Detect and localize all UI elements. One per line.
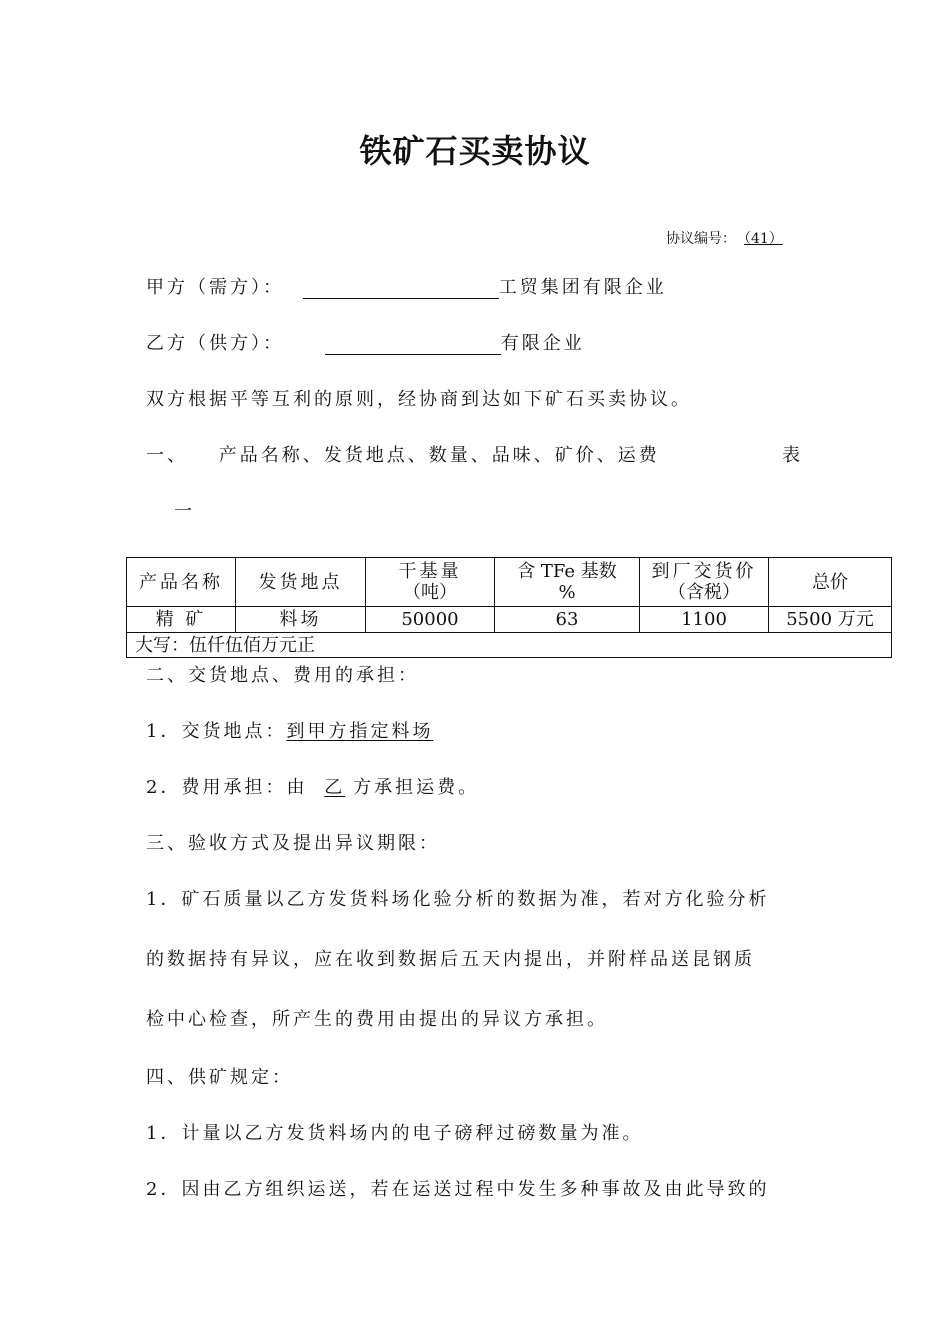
table-label-b: 一: [174, 501, 195, 522]
section3-heading: 三、验收方式及提出异议期限：: [146, 833, 440, 854]
section3-item1-line2: 的数据持有异议，应在收到数据后五天内提出，并附样品送昆钢质: [146, 949, 755, 970]
cost-bearing-party: 乙: [324, 777, 346, 798]
header-total-price: 总价: [769, 558, 892, 607]
header-delivered-price: [640, 558, 769, 607]
party-a-line: [146, 273, 667, 299]
section1-number: 一、: [146, 445, 188, 466]
cell-tfe: 63: [495, 607, 640, 633]
table-row: [127, 607, 892, 633]
agreement-number: [666, 228, 786, 248]
table-label-a: 表: [782, 445, 803, 466]
delivery-location-value: 到甲方指定料场: [286, 721, 434, 742]
header-tfe-base-line2: %: [558, 582, 576, 603]
cell-price: 1100: [640, 607, 769, 633]
header-product-name: 产品名称: [127, 558, 236, 607]
header-tfe-base: [495, 558, 640, 607]
section4-item1: 1．计量以乙方发货料场内的电子磅秤过磅数量为准。: [146, 1123, 644, 1144]
header-shipping-location: 发货地点: [236, 558, 366, 607]
party-b-blank: [325, 334, 501, 355]
cost-bearing-text-a: 2．费用承担：由: [146, 777, 308, 798]
section2-item1: [146, 717, 433, 743]
section3-item1-line3: 检中心检查，所产生的费用由提出的异议方承担。: [146, 1009, 608, 1030]
header-tfe-base-line1: 含 TFe 基数: [517, 561, 617, 582]
header-dry-weight: [366, 558, 495, 607]
cost-bearing-text-b: 方承担运费。: [353, 777, 480, 798]
party-b-label: 乙方（供方）：: [146, 333, 284, 354]
amount-in-words: 大写：伍仟伍佰万元正: [127, 633, 892, 658]
party-a-name: 工贸集团有限企业: [498, 277, 667, 298]
party-a-blank: [303, 278, 499, 299]
section1-heading: [146, 441, 660, 467]
intro-paragraph: 双方根据平等互利的原则，经协商到达如下矿石买卖协议。: [146, 389, 692, 410]
header-dry-weight-line2: （吨）: [403, 582, 457, 603]
section4-heading: 四、供矿规定：: [146, 1067, 293, 1088]
agreement-number-value: （41）: [744, 231, 783, 247]
section2-item2: [146, 773, 479, 799]
party-b-name: 有限企业: [500, 333, 585, 354]
section1-title: 产品名称、发货地点、数量、品味、矿价、运费: [218, 445, 660, 466]
cell-total: 5500 万元: [769, 607, 892, 633]
cell-product: 精 矿: [127, 607, 236, 633]
amount-in-words-row: [127, 633, 892, 658]
agreement-number-label: 协议编号：: [666, 231, 736, 247]
document-title: 铁矿石买卖协议: [359, 132, 591, 170]
header-delivered-price-line1: 到厂交货价: [651, 561, 757, 582]
header-delivered-price-line2: （含税）: [668, 582, 740, 603]
section4-item2: 2．因由乙方组织运送，若在运送过程中发生多种事故及由此导致的: [146, 1179, 770, 1200]
cell-quantity: 50000: [366, 607, 495, 633]
goods-table: [126, 557, 892, 658]
section3-item1-line1: 1．矿石质量以乙方发货料场化验分析的数据为准，若对方化验分析: [146, 889, 770, 910]
party-b-line: [146, 329, 585, 355]
delivery-location-label: 1．交货地点：: [146, 721, 287, 742]
header-dry-weight-line1: 干基量: [398, 561, 462, 582]
cell-location: 料场: [236, 607, 366, 633]
party-a-label: 甲方（需方）：: [146, 277, 284, 298]
table-header-row: [127, 558, 892, 607]
section2-heading: 二、交货地点、费用的承担：: [146, 665, 419, 686]
